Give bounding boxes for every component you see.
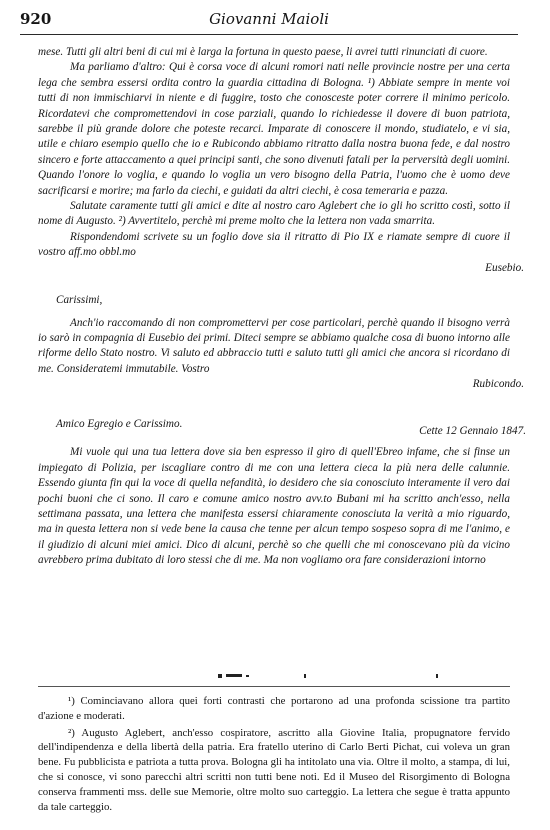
- mark-4: [304, 674, 306, 678]
- mark-5: [436, 674, 438, 678]
- footnote-1: ¹) Cominciavano allora quei forti contrasti che portarono ad una profonda scissione tra partito d'azione e moderati.: [38, 695, 510, 722]
- mark-1: [218, 674, 222, 678]
- printer-marks: [200, 672, 460, 680]
- printer-marks-svg: [200, 672, 460, 680]
- letter2-salutation: Carissimi,: [56, 294, 103, 307]
- page-header: [20, 10, 518, 35]
- letter2-signature: Rubicondo.: [472, 378, 524, 391]
- mark-3: [246, 675, 249, 677]
- letter3-dateline: Cette 12 Gennaio 1847.: [419, 424, 526, 437]
- running-title: Giovanni Maioli: [209, 10, 329, 28]
- letter1-paragraph-3: Salutate caramente tutti gli amici e dite al nostro caro Aglebert che io gli ho scritto costì, sotto il nome di Augusto. ²) Avvertitelo, perchè mi preme molto che la lettera non vada smarrita.: [38, 200, 510, 228]
- footnotes: [38, 686, 510, 816]
- letter1-paragraph-1: mese. Tutti gli altri beni di cui mi è larga la fortuna in questo paese, li avrei tutti rinunciati di cuore.: [38, 46, 488, 58]
- letter1-paragraph-4: Rispondendomi scrivete su un foglio dove sia il ritratto di Pio IX e riamate sempre di cuore il vostro aff.mo obbl.mo: [38, 230, 510, 259]
- page-number: 920: [20, 10, 52, 28]
- letter1-paragraph-2: Ma parliamo d'altro: Qui è corsa voce di alcuni romori nati nelle provincie nostre per una certa lega che sembra essersi ordita contro la guardia cittadina di Bologna. ¹) Abbiate sempre in mente voi tutti di non immischiarvi in niente e di fuggire, tosto che conosceste poter correre il minimo pericolo. Ricordatevi che compromettendovi in cose parziali, quando lo richiedesse il dovere di buon patriota, sarebbe il più grande dolore che poteste recarci. Imparate di conoscere il mondo, studiatelo, e vi sia, utile e chiaro esempio quello che io e Rubicondo abbiamo ritratto dalla nostra buona fede, e dal nostro sincero e forte attaccamento a quei principi santi, che sono divenuti fatali per la perversità degli uomini. Quando l'onore lo voglia, e quando lo voglia un vero bisogno della Patria, l'uomo che è uomo deve sacrificarsi e morire; ma farlo da ciechi, e guidati da altri ciechi, è cosa temeraria e pazza.: [38, 61, 510, 197]
- footnote-2: ²) Augusto Aglebert, anch'esso cospiratore, ascritto alla Giovine Italia, propugnatore fervido dell'indipendenza e della libertà della patria. Era fratello uterino di Carlo Berti Pichat, cui voleva un gran bene. Fu pubblicista e patriota a tutta prova. Bologna gli ha intitolato una via. Oltre il molto, a stampa, di lui, che si conosce, vi sono parecchi altri scritti non tutti bene noti. Ed il Museo del Risorgimento di Bologna conserva frammenti mss. delle sue Memorie, oltre molto suo carteggio. La lettera che segue è tratta appunto da tale carteggio.: [38, 726, 510, 813]
- letter2-paragraph: Anch'io raccomando di non compromettervi per cose particolari, perchè quando il bisogno verrà io sarò in compagnia di Eusebio dei primi. Diteci sempre se abbiamo qualche cosa di buono intorno alle riforme dello Stato nostro. Vi saluto ed abbraccio tutti e saluto tutti gli amici che ancora si ricordano di me. Consideratemi immutabile. Vostro: [38, 316, 510, 375]
- letter3-salutation: Amico Egregio e Carissimo.: [56, 417, 183, 430]
- letter1-signature: Eusebio.: [485, 261, 524, 274]
- letters-body: [38, 45, 526, 569]
- letter3-paragraph: Mi vuole qui una tua lettera dove sia ben espresso il giro di quell'Ebreo infame, che si finse un impiegato di Polizia, per iscagliare contro di me con una lettera cieca la più nera delle calunnie. Essendo giunta fin qui la voce di quella nefandità, io desidero che sia conosciuto interamente il vero dai pochi buoni che ci sono. Il caro e comune amico nostro avv.to Bubani mi ha scritto anch'esso, nella settimana passata, una lettera che manifesta essersi chiaramente conosciuta la verità a mio riguardo, ma in questa lettera non si vede bene la causa che tenne per alcun tempo sospeso sopra di me l'animo, e il giudizio di alcuni miei amici. Dico di alcuni, perchè so che quelli che mi conoscevano più da vicino avrebbero prima dubitato di loro stessi che di me. Ma non vogliamo ora fare considerazioni intorno: [38, 446, 510, 567]
- mark-2: [226, 674, 242, 677]
